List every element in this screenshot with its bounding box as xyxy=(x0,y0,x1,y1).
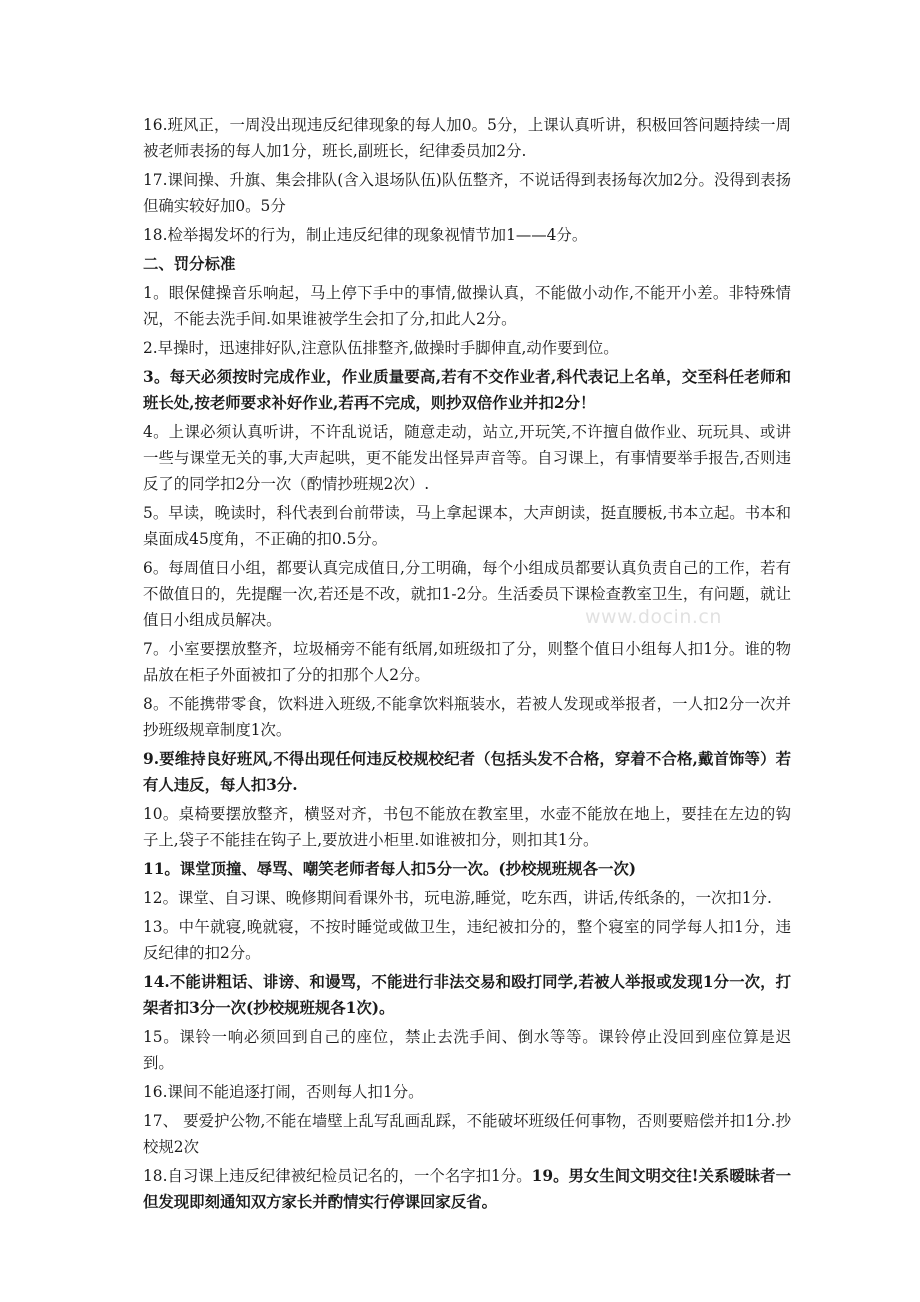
penalty-item-6: 6。每周值日小组，都要认真完成值日,分工明确，每个小组成员都要认真负责自己的工作，若有不做值日的，先提醒一次,若还是不改，就扣1-2分。生活委员下课检查教室卫生，有问题，就让值日小组成员解决。 xyxy=(143,559,791,629)
section-heading-penalty: 二、罚分标准 xyxy=(143,255,236,273)
penalty-item-3: 3。每天必须按时完成作业，作业质量要高,若有不交作业者,科代表记上名单，交至科任老师和班长处,按老师要求补好作业,若再不完成，则抄双倍作业并扣2分！ xyxy=(143,368,791,412)
document-body xyxy=(143,112,791,1218)
paragraph-17-bonus: 17.课间操、升旗、集会排队(含入退场队伍)队伍整齐，不说话得到表扬每次加2分。没得到表扬但确实较好加0。5分 xyxy=(143,171,791,215)
penalty-item-10: 10。桌椅要摆放整齐，横竖对齐，书包不能放在教室里，水壶不能放在地上，要挂在左边的钩子上,袋子不能挂在钩子上,要放进小柜里.如谁被扣分，则扣其1分。 xyxy=(143,805,791,849)
penalty-item-2: 2.早操时，迅速排好队,注意队伍排整齐,做操时手脚伸直,动作要到位。 xyxy=(143,339,619,357)
penalty-item-16: 16.课间不能追逐打闹，否则每人扣1分。 xyxy=(143,1083,424,1101)
penalty-item-7: 7。小室要摆放整齐，垃圾桶旁不能有纸屑,如班级扣了分，则整个值日小组每人扣1分。谁的物品放在柜子外面被扣了分的扣那个人2分。 xyxy=(143,640,791,684)
watermark: www.docin.cn xyxy=(585,606,722,628)
penalty-item-14: 14.不能讲粗话、诽谤、和谩骂，不能进行非法交易和殴打同学,若被人举报或发现1分一次，打架者扣3分一次(抄校规班规各1次)。 xyxy=(143,973,791,1017)
penalty-item-11: 11。课堂顶撞、辱骂、嘲笑老师者每人扣5分一次。(抄校规班规各一次) xyxy=(143,860,637,878)
penalty-item-13: 13。中午就寝,晚就寝，不按时睡觉或做卫生，违纪被扣分的，整个寝室的同学每人扣1分，违反纪律的扣2分。 xyxy=(143,918,791,962)
penalty-item-17: 17、 要爱护公物,不能在墙壁上乱写乱画乱踩，不能破坏班级任何事物，否则要赔偿并扣1分.抄校规2次 xyxy=(143,1112,791,1156)
penalty-item-1: 1。眼保健操音乐响起，马上停下手中的事情,做操认真，不能做小动作,不能开小差。非特殊情况，不能去洗手间.如果谁被学生会扣了分,扣此人2分。 xyxy=(143,284,791,328)
penalty-item-19: 19。男女生间文明交往!关系暧昧者一但发现即刻通知双方家长并酌情实行停课回家反省。 xyxy=(143,1167,791,1211)
penalty-item-18-19 xyxy=(143,1163,791,1215)
paragraph-18-bonus: 18.检举揭发坏的行为，制止违反纪律的现象视情节加1——4分。 xyxy=(143,226,588,244)
penalty-item-9: 9.要维持良好班风,不得出现任何违反校规校纪者（包括头发不合格，穿着不合格,戴首饰等）若有人违反，每人扣3分. xyxy=(143,750,791,794)
penalty-item-4: 4。上课必须认真听讲，不许乱说话，随意走动，站立,开玩笑,不许擅自做作业、玩玩具、或讲一些与课堂无关的事,大声起哄，更不能发出怪异声音等。自习课上，有事情要举手报告,否则违反了的同学扣2分一次（酌情抄班规2次）. xyxy=(143,423,791,493)
penalty-item-15: 15。课铃一响必须回到自己的座位，禁止去洗手间、倒水等等。课铃停止没回到座位算是迟到。 xyxy=(143,1028,791,1072)
penalty-item-12: 12。课堂、自习课、晚修期间看课外书，玩电游,睡觉，吃东西，讲话,传纸条的，一次扣1分. xyxy=(143,889,772,907)
penalty-item-8: 8。不能携带零食，饮料进入班级,不能拿饮料瓶装水，若被人发现或举报者，一人扣2分一次并抄班级规章制度1次。 xyxy=(143,695,791,739)
penalty-item-5: 5。早读，晚读时，科代表到台前带读，马上拿起课本，大声朗读，挺直腰板,书本立起。书本和桌面成45度角，不正确的扣0.5分。 xyxy=(143,504,791,548)
penalty-item-18: 18.自习课上违反纪律被纪检员记名的，一个名字扣1分。 xyxy=(143,1167,532,1185)
paragraph-16-bonus: 16.班风正，一周没出现违反纪律现象的每人加0。5分，上课认真听讲，积极回答问题持续一周被老师表扬的每人加1分，班长,副班长，纪律委员加2分. xyxy=(143,116,791,160)
